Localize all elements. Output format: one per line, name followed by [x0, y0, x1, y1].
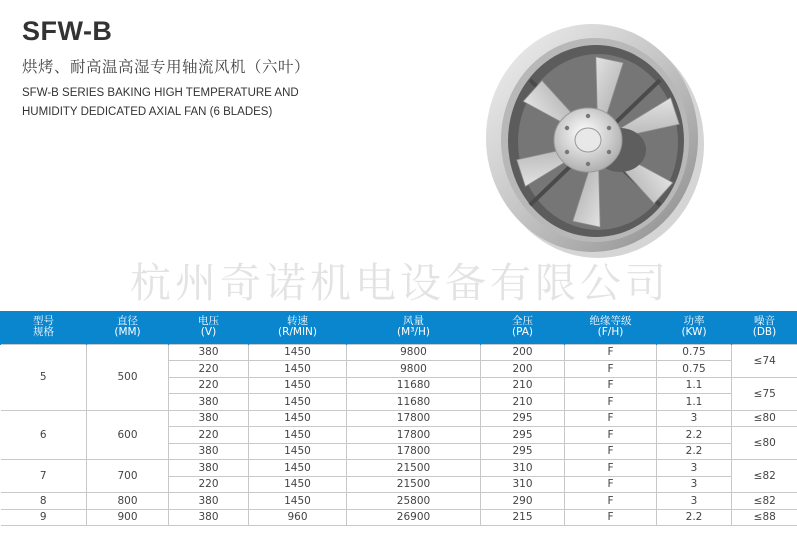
cell-airflow: 21500: [347, 476, 481, 493]
cell-insulation: F: [565, 410, 657, 427]
cell-voltage: 220: [169, 476, 249, 493]
cell-diameter: 900: [87, 509, 169, 526]
english-title-line-2: HUMIDITY DEDICATED AXIAL FAN (6 BLADES): [22, 106, 273, 118]
header-insulation-line-1: 绝缘等级: [589, 314, 632, 327]
cell-model: 8: [1, 493, 87, 510]
cell-noise: ≤75: [732, 377, 797, 410]
cell-noise: ≤88: [732, 509, 797, 526]
hub-bolt: [565, 126, 569, 130]
header-speed-line-2: (R/MIN): [277, 326, 318, 339]
hub-bolt: [607, 150, 611, 154]
cell-pressure: 310: [481, 460, 565, 477]
header-airflow-line-2: (M³/H): [397, 326, 430, 339]
chinese-title: 烘烤、耐高温高湿专用轴流风机（六叶）: [22, 58, 311, 76]
cell-pressure: 210: [481, 394, 565, 411]
cell-power: 0.75: [657, 361, 732, 378]
cell-power: 1.1: [657, 377, 732, 394]
cell-model: 7: [1, 460, 87, 493]
cell-airflow: 26900: [347, 509, 481, 526]
header-power-line-2: (KW): [681, 326, 707, 339]
cell-voltage: 380: [169, 509, 249, 526]
cell-noise: ≤80: [732, 427, 797, 460]
cell-airflow: 17800: [347, 427, 481, 444]
cell-speed: 1450: [249, 427, 347, 444]
cell-voltage: 380: [169, 410, 249, 427]
cell-voltage: 380: [169, 344, 249, 361]
header-voltage-line-2: (V): [200, 326, 217, 339]
cell-airflow: 17800: [347, 443, 481, 460]
cell-insulation: F: [565, 394, 657, 411]
hub-bolt: [586, 114, 590, 118]
table-row: [1, 509, 797, 526]
table-row: [1, 460, 797, 477]
header-noise: [732, 311, 797, 344]
cell-diameter: 800: [87, 493, 169, 510]
cell-power: 2.2: [657, 443, 732, 460]
fan-hub-center: [575, 128, 601, 152]
cell-diameter: 600: [87, 410, 169, 460]
cell-diameter: 700: [87, 460, 169, 493]
cell-noise: ≤80: [732, 410, 797, 427]
cell-noise: ≤74: [732, 344, 797, 377]
cell-insulation: F: [565, 460, 657, 477]
table-row: [1, 493, 797, 510]
table-row: [1, 344, 797, 361]
cell-insulation: F: [565, 427, 657, 444]
cell-insulation: F: [565, 493, 657, 510]
header-insulation-line-2: (F/H): [597, 326, 624, 339]
cell-speed: 1450: [249, 377, 347, 394]
cell-diameter: 500: [87, 344, 169, 410]
cell-voltage: 220: [169, 361, 249, 378]
cell-model: 5: [1, 344, 87, 410]
header-noise-line-2: (DB): [752, 326, 777, 339]
header-noise-line-1: 噪音: [754, 314, 775, 327]
english-title-line-1: SFW-B SERIES BAKING HIGH TEMPERATURE AND: [22, 87, 299, 99]
cell-airflow: 11680: [347, 377, 481, 394]
cell-model: 9: [1, 509, 87, 526]
cell-speed: 1450: [249, 460, 347, 477]
cell-pressure: 200: [481, 344, 565, 361]
header-model: [1, 311, 87, 344]
header-airflow-line-1: 风量: [403, 314, 424, 327]
cell-speed: 1450: [249, 476, 347, 493]
cell-insulation: F: [565, 361, 657, 378]
header-model-line-2: 规格: [33, 326, 54, 339]
spec-table: [0, 311, 797, 526]
cell-insulation: F: [565, 509, 657, 526]
header-speed: [249, 311, 347, 344]
cell-voltage: 220: [169, 427, 249, 444]
cell-power: 0.75: [657, 344, 732, 361]
cell-insulation: F: [565, 476, 657, 493]
model-title: SFW-B: [22, 16, 113, 46]
cell-voltage: 380: [169, 394, 249, 411]
cell-pressure: 210: [481, 377, 565, 394]
header-airflow: [347, 311, 481, 344]
hub-bolt: [607, 126, 611, 130]
cell-speed: 1450: [249, 344, 347, 361]
cell-pressure: 295: [481, 410, 565, 427]
header-diameter: [87, 311, 169, 344]
cell-voltage: 380: [169, 443, 249, 460]
cell-speed: 1450: [249, 361, 347, 378]
cell-pressure: 290: [481, 493, 565, 510]
cell-power: 3: [657, 460, 732, 477]
cell-airflow: 17800: [347, 410, 481, 427]
cell-power: 3: [657, 410, 732, 427]
cell-airflow: 25800: [347, 493, 481, 510]
english-title: [22, 84, 299, 122]
header-power-line-1: 功率: [683, 314, 705, 327]
cell-pressure: 295: [481, 443, 565, 460]
cell-airflow: 11680: [347, 394, 481, 411]
header-diameter-line-2: (MM): [114, 326, 141, 339]
cell-airflow: 9800: [347, 361, 481, 378]
cell-model: 6: [1, 410, 87, 460]
cell-speed: 960: [249, 509, 347, 526]
cell-insulation: F: [565, 377, 657, 394]
header-power: [657, 311, 732, 344]
header-pressure-line-1: 全压: [512, 314, 533, 327]
header-voltage: [169, 311, 249, 344]
cell-speed: 1450: [249, 443, 347, 460]
table-row: [1, 410, 797, 427]
cell-insulation: F: [565, 443, 657, 460]
header-voltage-line-1: 电压: [198, 314, 219, 327]
cell-pressure: 215: [481, 509, 565, 526]
cell-voltage: 380: [169, 460, 249, 477]
cell-airflow: 9800: [347, 344, 481, 361]
cell-power: 1.1: [657, 394, 732, 411]
cell-speed: 1450: [249, 493, 347, 510]
cell-pressure: 295: [481, 427, 565, 444]
company-watermark: 杭州奇诺机电设备有限公司: [130, 259, 670, 307]
cell-power: 2.2: [657, 427, 732, 444]
cell-power: 3: [657, 493, 732, 510]
header-diameter-line-1: 直径: [117, 314, 138, 327]
axial-fan-illustration: [470, 20, 720, 260]
table-header-row: [1, 311, 797, 344]
header-insulation: [565, 311, 657, 344]
cell-power: 3: [657, 476, 732, 493]
cell-insulation: F: [565, 344, 657, 361]
header-pressure-line-2: (PA): [511, 326, 534, 339]
cell-noise: ≤82: [732, 460, 797, 493]
header-model-line-1: 型号: [33, 314, 54, 327]
hub-bolt: [565, 150, 569, 154]
cell-noise: ≤82: [732, 493, 797, 510]
cell-voltage: 380: [169, 493, 249, 510]
header-pressure: [481, 311, 565, 344]
cell-pressure: 200: [481, 361, 565, 378]
cell-voltage: 220: [169, 377, 249, 394]
cell-speed: 1450: [249, 410, 347, 427]
cell-pressure: 310: [481, 476, 565, 493]
cell-speed: 1450: [249, 394, 347, 411]
hub-bolt: [586, 162, 590, 166]
cell-power: 2.2: [657, 509, 732, 526]
cell-airflow: 21500: [347, 460, 481, 477]
header-speed-line-1: 转速: [287, 314, 308, 327]
